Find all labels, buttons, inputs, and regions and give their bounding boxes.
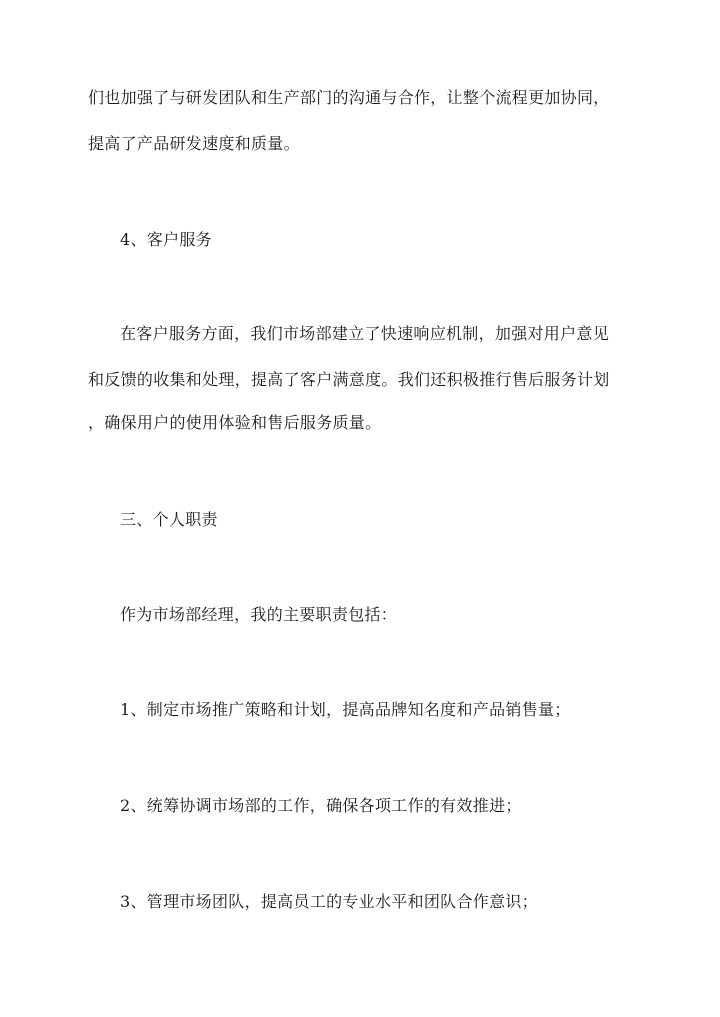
subheading-customer-service: 4、客户服务 bbox=[120, 230, 212, 249]
duty-item: 2、统筹协调市场部的工作，确保各项工作的有效推进； bbox=[120, 796, 522, 815]
paragraph-line: ，确保用户的使用体验和售后服务质量。 bbox=[88, 413, 382, 432]
duty-item: 3、管理市场团队，提高员工的专业水平和团队合作意识； bbox=[120, 892, 538, 911]
paragraph-line: 们也加强了与研发团队和生产部门的沟通与合作，让整个流程更加协同， bbox=[88, 88, 610, 107]
paragraph-line: 在客户服务方面，我们市场部建立了快速响应机制，加强对用户意见 bbox=[120, 324, 610, 343]
intro-line: 作为市场部经理，我的主要职责包括： bbox=[120, 605, 398, 624]
section-heading-personal-duties: 三、个人职责 bbox=[120, 510, 218, 529]
paragraph-line: 和反馈的收集和处理，提高了客户满意度。我们还积极推行售后服务计划 bbox=[88, 370, 610, 389]
paragraph-line: 提高了产品研发速度和质量。 bbox=[88, 134, 300, 153]
duty-item: 1、制定市场推广策略和计划，提高品牌知名度和产品销售量； bbox=[120, 700, 571, 719]
